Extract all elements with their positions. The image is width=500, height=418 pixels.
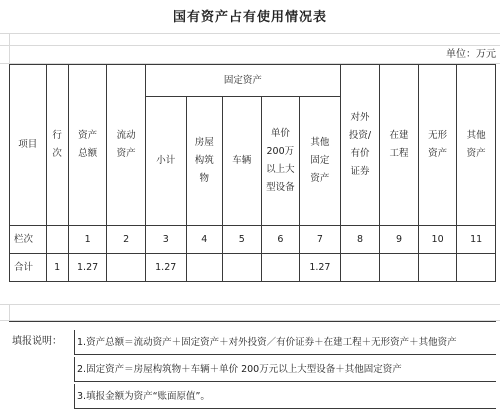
column-number-10: 10 <box>418 226 457 254</box>
total-intangible <box>418 254 457 282</box>
note-item-1: 1.资产总额＝流动资产＋固定资产＋对外投资／有价证券＋在建工程＋无形资产＋其他资产 <box>74 330 496 355</box>
header-construction: 在建 工程 <box>380 65 419 226</box>
header-subtotal: 小计 <box>145 97 186 226</box>
column-number-8: 8 <box>340 226 380 254</box>
header-buildings: 房屋 构筑 物 <box>186 97 223 226</box>
total-large-equipment <box>261 254 300 282</box>
column-number-11: 11 <box>457 226 496 254</box>
header-row-no: 行 次 <box>46 65 68 226</box>
column-number-2: 2 <box>107 226 146 254</box>
total-other-assets <box>457 254 496 282</box>
column-number-3: 3 <box>145 226 186 254</box>
report-title: 国有资产占有使用情况表 <box>172 10 327 25</box>
notes-label: 填报说明： <box>12 336 62 347</box>
total-row-no: 1 <box>46 254 68 282</box>
header-total-assets: 资产 总额 <box>68 65 107 226</box>
column-number-1: 1 <box>68 226 107 254</box>
total-construction <box>380 254 419 282</box>
note-item-3: 3.填报金额为资产“账面原值”。 <box>74 384 496 409</box>
column-number-6: 6 <box>261 226 300 254</box>
unit-label: 单位：万元 <box>446 49 496 60</box>
column-number-4: 4 <box>186 226 223 254</box>
column-number-5: 5 <box>223 226 262 254</box>
total-vehicles <box>223 254 262 282</box>
total-buildings <box>186 254 223 282</box>
total-total-assets: 1.27 <box>68 254 107 282</box>
header-other-assets: 其他 资产 <box>457 65 496 226</box>
asset-table <box>9 64 496 282</box>
header-large-equipment: 单价 200万 以上大 型设备 <box>261 97 300 226</box>
header-intangible: 无形 资产 <box>418 65 457 226</box>
column-number-7: 7 <box>300 226 341 254</box>
header-current-assets: 流动 资产 <box>107 65 146 226</box>
total-investment <box>340 254 380 282</box>
column-number-9: 9 <box>380 226 419 254</box>
total-row <box>10 254 496 282</box>
header-other-fixed: 其他 固定 资产 <box>300 97 341 226</box>
total-label: 合计 <box>10 254 47 282</box>
total-other-fixed: 1.27 <box>300 254 341 282</box>
header-vehicles: 车辆 <box>223 97 262 226</box>
notes-top-border <box>9 321 496 322</box>
total-subtotal: 1.27 <box>145 254 186 282</box>
column-number-empty <box>46 226 68 254</box>
header-item: 项目 <box>10 65 47 226</box>
column-number-label: 栏次 <box>10 226 47 254</box>
column-number-row <box>10 226 496 254</box>
header-investment: 对外 投资/ 有价 证券 <box>340 65 380 226</box>
total-current-assets <box>107 254 146 282</box>
note-item-2: 2.固定资产＝房屋构筑物＋车辆＋单价 200万元以上大型设备＋其他固定资产 <box>74 357 496 382</box>
header-fixed-assets: 固定资产 <box>145 65 340 97</box>
